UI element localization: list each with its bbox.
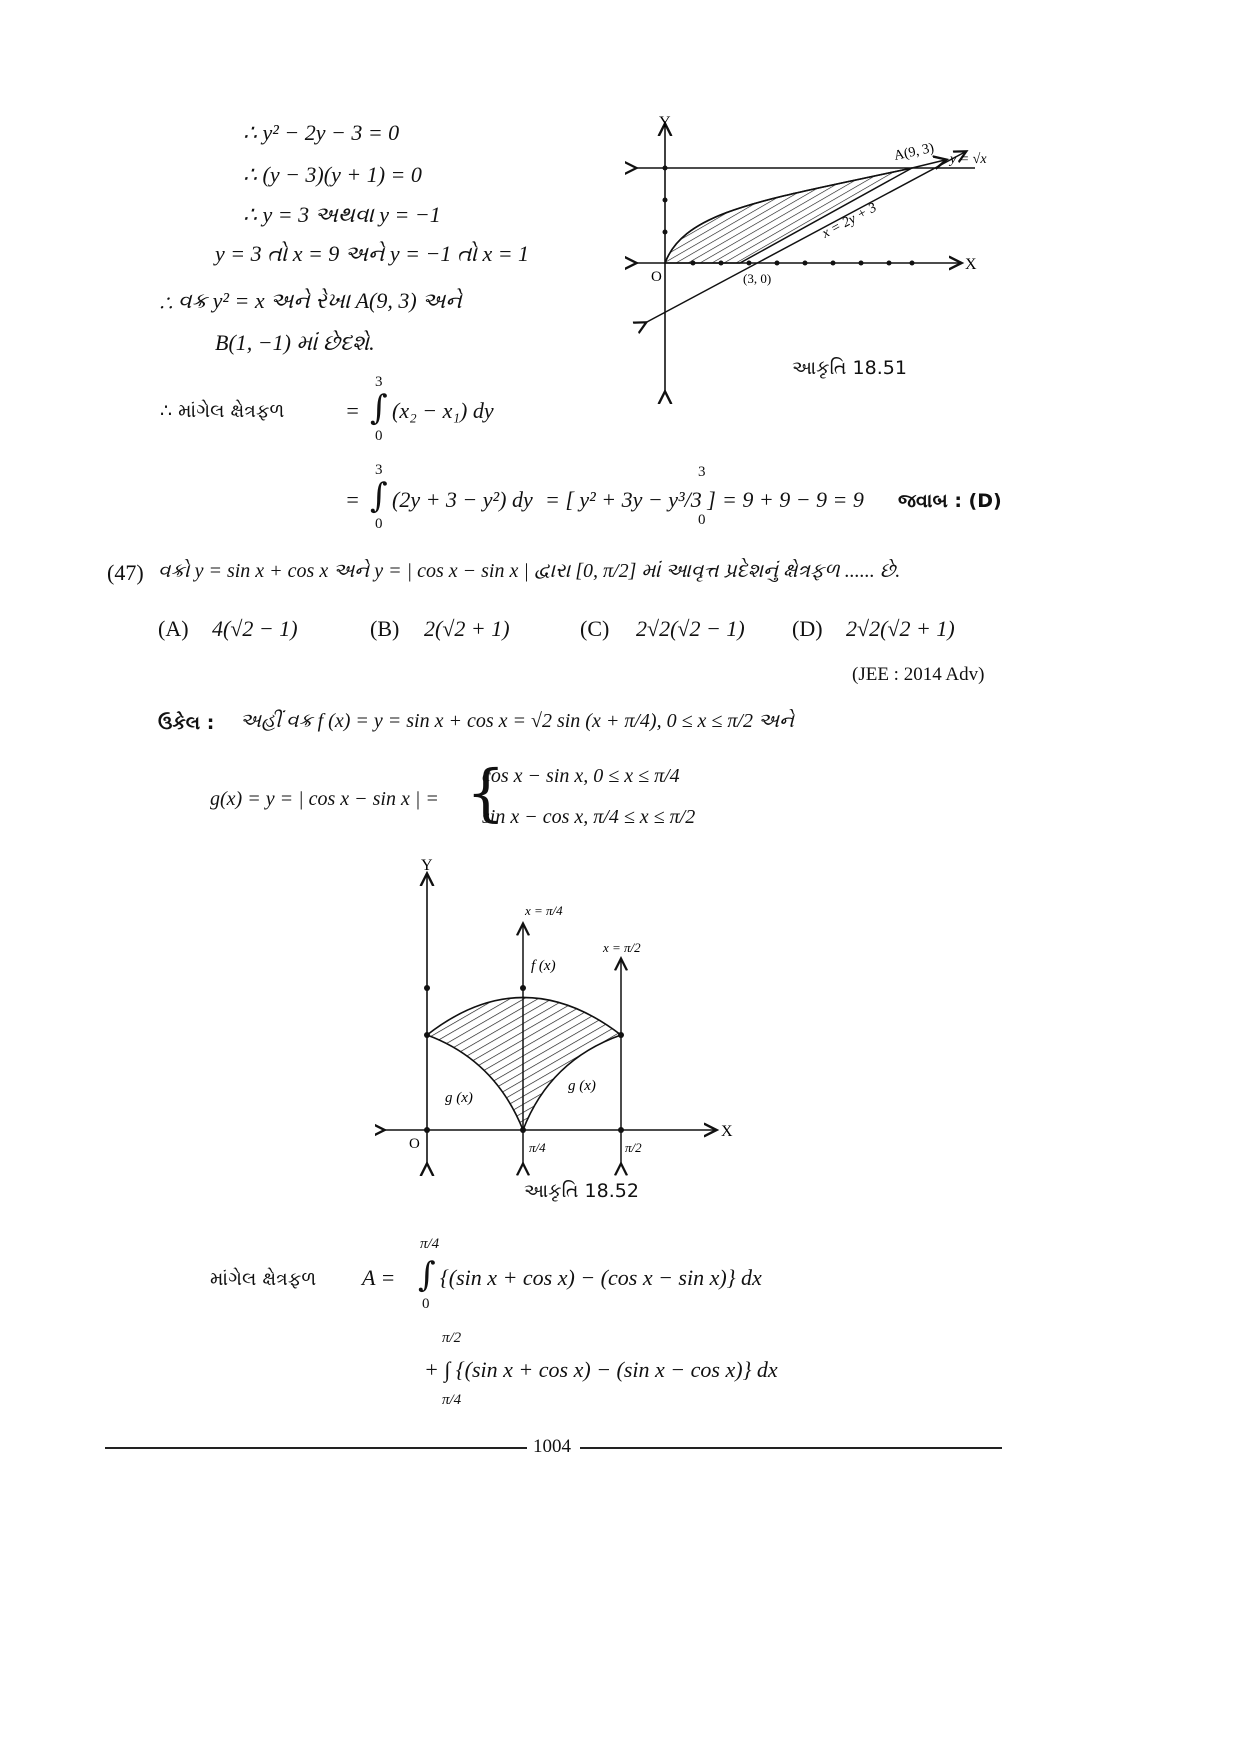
eq-line-1: ∴ y² − 2y − 3 = 0 <box>243 120 400 145</box>
question-number: (47) <box>107 560 144 585</box>
fig2-label-y: Y <box>421 857 433 874</box>
option-b-value: 2(√2 + 1) <box>424 616 510 641</box>
fig1-point-a: A(9, 3) <box>892 140 936 164</box>
area-label-1: ∴ માંગેલ ક્ષેત્રફળ <box>160 400 285 422</box>
option-b-label: (B) <box>370 616 400 641</box>
antideriv-upper: 3 <box>698 464 706 480</box>
solution-label: ઉકેલ : <box>158 712 215 734</box>
int1-expr: (x₂ − x₁) dy <box>392 398 494 423</box>
int2-sign: ∫ <box>370 476 388 516</box>
antiderivative: = [ y² + 3y − y³/3 ] <box>545 487 716 512</box>
final-int1-expr: {(sin x + cos x) − (cos x − sin x)} dx <box>440 1265 762 1290</box>
fig1-curve-label: y = √x <box>950 152 987 167</box>
fig2-caption: આકૃતિ 18.52 <box>524 1180 639 1202</box>
fig1-label-o: O <box>651 269 662 285</box>
int2-lower: 0 <box>375 516 383 532</box>
fig1-label-x: X <box>965 256 977 273</box>
final-area-label: માંગેલ ક્ષેત્રફળ <box>210 1268 317 1290</box>
int1-sign: ∫ <box>370 388 388 428</box>
final-int2-expr: + ∫ {(sin x + cos x) − (sin x − cos x)} dx <box>424 1357 778 1382</box>
eq-line-5: ∴ વક્ર y² = x અને રેખા A(9, 3) અને <box>160 288 462 313</box>
fig2-label-gx-right: g (x) <box>568 1078 596 1094</box>
fig2-label-x-pi4: x = π/4 <box>525 903 563 918</box>
fig1-label-y: Y <box>659 114 671 131</box>
final-int1-upper: π/4 <box>420 1236 440 1252</box>
equals-2: = <box>345 487 360 512</box>
result: = 9 + 9 − 9 = 9 <box>722 487 864 512</box>
page-number: 1004 <box>533 1436 571 1457</box>
final-int2-lower: π/4 <box>442 1392 462 1408</box>
option-c-label: (C) <box>580 616 610 641</box>
option-c-value: 2√2(√2 − 1) <box>636 616 745 641</box>
fig2-tick-pi4: π/4 <box>529 1140 546 1155</box>
figure-18-52 <box>375 850 765 1180</box>
eq-line-4: y = 3 તો x = 9 અને y = −1 તો x = 1 <box>215 241 530 266</box>
g-case-1: cos x − sin x, 0 ≤ x ≤ π/4 <box>482 765 680 787</box>
int1-lower: 0 <box>375 428 383 444</box>
g-case-2: sin x − cos x, π/4 ≤ x ≤ π/2 <box>482 806 696 828</box>
int2-expr: (2y + 3 − y²) dy <box>392 487 533 512</box>
cases-brace: { <box>466 756 506 829</box>
fig2-label-fx: f (x) <box>531 958 556 974</box>
fig2-label-x-pi2: x = π/2 <box>603 940 641 955</box>
antideriv-lower: 0 <box>698 512 706 528</box>
question-text: વક્રો y = sin x + cos x અને y = | cos x − sin x | દ્વારા [0, π/2] માં આવૃત્ત પ્રદેશનું ક્ષેત્રફળ ...... છે. <box>158 560 901 582</box>
footer-rule-left <box>105 1447 527 1449</box>
int2-upper: 3 <box>375 462 383 478</box>
final-int1-lower: 0 <box>422 1296 430 1312</box>
fig2-label-gx-left: g (x) <box>445 1090 473 1106</box>
fig1-caption: આકૃતિ 18.51 <box>792 357 907 379</box>
fig1-line-label: x = 2y + 3 <box>819 200 880 242</box>
g-definition-lhs: g(x) = y = | cos x − sin x | = <box>210 788 439 810</box>
fig1-point-30: (3, 0) <box>743 271 772 286</box>
shaded-region-2 <box>427 998 621 1131</box>
fig2-label-o: O <box>409 1136 420 1152</box>
fig2-tick-pi2: π/2 <box>625 1140 642 1155</box>
solution-line-1: અહીં વક્ર f (x) = y = sin x + cos x = √2 sin (x + π/4), 0 ≤ x ≤ π/2 અને <box>240 710 794 732</box>
final-lhs: A = <box>362 1265 396 1290</box>
equals-1: = <box>345 398 360 423</box>
answer: જવાબ : (D) <box>898 490 1002 512</box>
int1-upper: 3 <box>375 374 383 390</box>
final-int2-upper: π/2 <box>442 1330 462 1346</box>
fig2-label-x: X <box>721 1123 733 1140</box>
option-a-label: (A) <box>158 616 189 641</box>
question-source: (JEE : 2014 Adv) <box>852 664 985 685</box>
eq-line-6: B(1, −1) માં છેદશે. <box>215 330 375 355</box>
eq-line-2: ∴ (y − 3)(y + 1) = 0 <box>243 162 422 187</box>
option-d-label: (D) <box>792 616 823 641</box>
option-d-value: 2√2(√2 + 1) <box>846 616 955 641</box>
eq-line-3: ∴ y = 3 અથવા y = −1 <box>243 202 441 227</box>
final-int1-sign: ∫ <box>418 1255 436 1295</box>
option-a-value: 4(√2 − 1) <box>212 616 298 641</box>
footer-rule-right <box>580 1447 1002 1449</box>
